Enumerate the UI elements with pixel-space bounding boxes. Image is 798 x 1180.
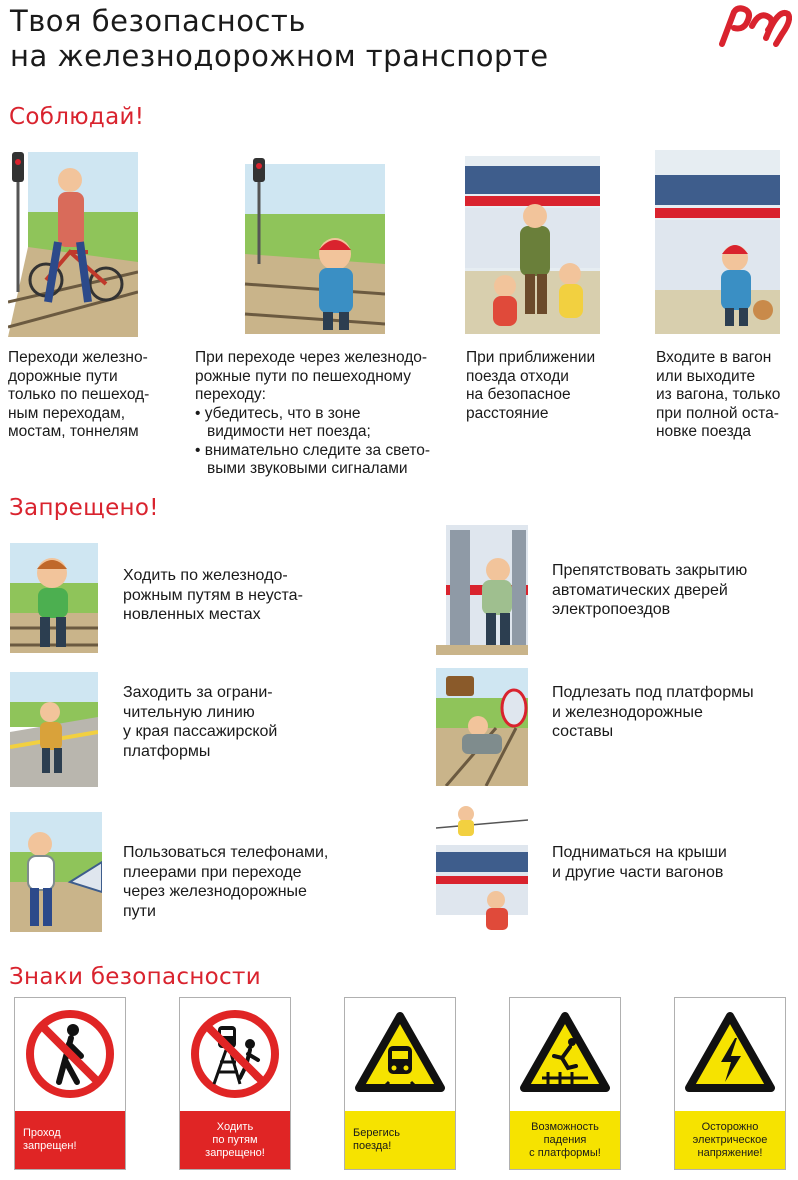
observe-item-4-text: Входите в вагон или выходите из вагона, только при полной оста- новке поезда <box>656 349 781 440</box>
forbidden-heading: Запрещено! <box>9 495 159 521</box>
title-line-2: на железнодорожном транспорте <box>10 39 549 73</box>
forbidden-item-1-text: Ходить по железнодо- рожным путям в неуста- новленных местах <box>123 567 303 623</box>
illustration-family-away-from-train <box>465 156 600 334</box>
observe-heading: Соблюдай! <box>9 104 145 130</box>
platform-fall-warning-icon <box>510 998 620 1110</box>
illustration-man-holding-doors <box>436 525 528 655</box>
signs-heading: Знаки безопасности <box>9 964 261 990</box>
train-warning-icon <box>345 998 455 1110</box>
illustration-child-at-crossing <box>235 154 385 334</box>
illustration-child-boarding-train <box>655 150 780 334</box>
title-line-1: Твоя безопасность <box>10 4 306 38</box>
sign-caption: Возможность падения с платформы! <box>510 1111 620 1169</box>
sign-platform-fall <box>509 997 621 1170</box>
forbidden-item-2-text: Препятствовать закрытию автоматических дверей электропоездов <box>552 562 748 618</box>
sign-no-walking-on-tracks <box>179 997 291 1170</box>
illustration-under-platform <box>436 668 528 786</box>
sign-caption: Проход запрещен! <box>15 1111 125 1169</box>
sign-caption: Осторожно электрическое напряжение! <box>675 1111 785 1169</box>
sign-high-voltage <box>674 997 786 1170</box>
forbidden-item-5-text: Пользоваться телефонами, плеерами при переходе через железнодорожные пути <box>123 844 329 920</box>
observe-item-2-text: При переходе через железнодо- рожные пути по пешеходному переходу: • убедитесь, что в зоне видимости нет поезда; • внимательно следите за свето- выми звуковыми сигналами <box>195 349 431 477</box>
forbidden-item-3-text: Заходить за ограни- чительную линию у края пассажирской платформы <box>123 684 278 760</box>
forbidden-item-4-text: Подлезать под платформы и железнодорожные составы <box>552 684 754 740</box>
sign-caption: Ходить по путям запрещено! <box>180 1111 290 1169</box>
observe-item-3-text: При приближении поезда отходи на безопасное расстояние <box>466 349 596 422</box>
no-pedestrian-icon <box>15 998 125 1110</box>
poster-title <box>10 4 650 74</box>
illustration-train-roof <box>436 800 528 935</box>
sign-caption: Берегись поезда! <box>345 1111 455 1169</box>
high-voltage-icon <box>675 998 785 1110</box>
observe-item-1-text: Переходи железно- дорожные пути только по пешеход- ным переходам, мостам, тоннелям <box>8 349 150 440</box>
forbidden-item-6-text: Подниматься на крыши и другие части вагонов <box>552 844 727 881</box>
illustration-platform-line <box>10 672 98 787</box>
rzd-logo <box>716 4 792 48</box>
illustration-boy-on-tracks <box>10 543 98 653</box>
sign-no-pedestrian <box>14 997 126 1170</box>
illustration-phone-near-train <box>10 812 102 932</box>
illustration-cyclist-crossing <box>8 152 138 337</box>
no-walking-on-tracks-icon <box>180 998 290 1110</box>
sign-beware-of-train <box>344 997 456 1170</box>
